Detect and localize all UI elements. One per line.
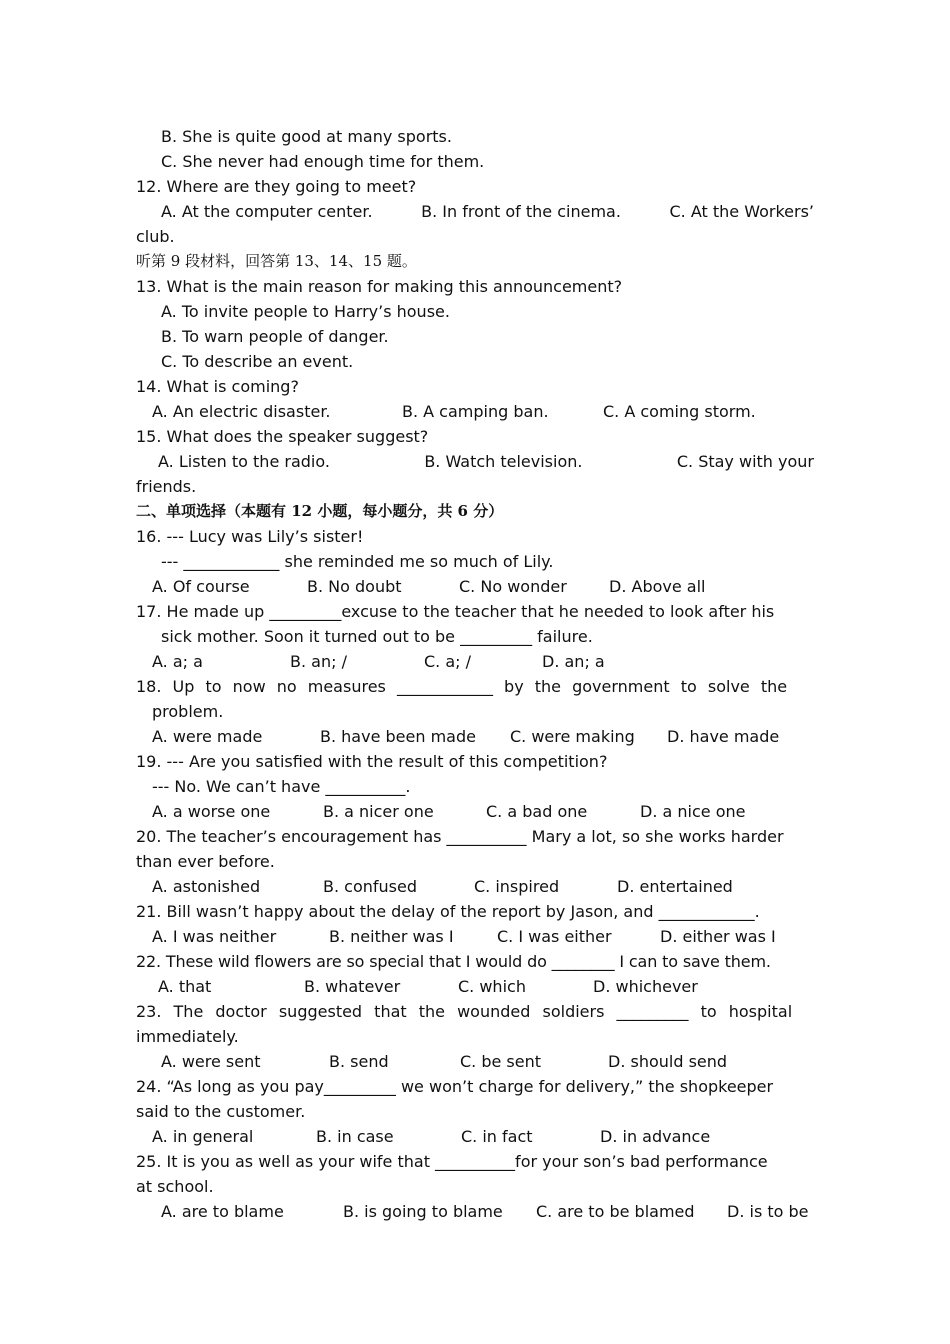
q14-option-c: C. A coming storm. — [603, 402, 756, 421]
q19-option-a: A. a worse one — [152, 802, 271, 821]
q15-option-c: C. Stay with your — [676, 452, 814, 471]
q21-options — [136, 924, 814, 949]
q25-option-b: B. is going to blame — [343, 1202, 503, 1221]
q20-question-cont: than ever before. — [136, 852, 275, 871]
q19-option-b: B. a nicer one — [323, 802, 434, 821]
q21-option-a: A. I was neither — [152, 927, 277, 946]
q23-question-cont: immediately. — [136, 1027, 239, 1046]
q16-option-b: B. No doubt — [307, 577, 402, 596]
q20-question: 20. The teacher’s encouragement has __________ Mary a lot, so she works harder — [136, 827, 784, 846]
q12-option-c: C. At the Workers’ — [669, 202, 814, 221]
q24-option-b: B. in case — [316, 1127, 394, 1146]
q12-question: 12. Where are they going to meet? — [136, 177, 417, 196]
q15-question: 15. What does the speaker suggest? — [136, 427, 429, 446]
q15-options — [136, 449, 814, 474]
q20-option-c: C. inspired — [474, 877, 560, 896]
listening-instruction: 听第 9 段材料，回答第 13、14、15 题。 — [136, 252, 417, 270]
q18-options — [136, 724, 814, 749]
q21-option-d: D. either was I — [660, 927, 776, 946]
q16-option-d: D. Above all — [609, 577, 706, 596]
q23-option-c: C. be sent — [460, 1052, 542, 1071]
q24-option-a: A. in general — [152, 1127, 254, 1146]
q22-option-c: C. which — [458, 977, 526, 996]
q18-question-cont: problem. — [152, 702, 224, 721]
q19-question: 19. --- Are you satisfied with the result of this competition? — [136, 752, 608, 771]
q14-option-b: B. A camping ban. — [402, 402, 549, 421]
q23-option-d: D. should send — [608, 1052, 728, 1071]
q21-option-c: C. I was either — [497, 927, 612, 946]
q11-option-c: C. She never had enough time for them. — [161, 152, 485, 171]
q17-option-d: D. an; a — [542, 652, 605, 671]
q19-option-d: D. a nice one — [640, 802, 746, 821]
q16-option-c: C. No wonder — [459, 577, 567, 596]
q17-question-cont: sick mother. Soon it turned out to be _________ failure. — [161, 627, 593, 646]
q25-option-a: A. are to blame — [161, 1202, 284, 1221]
q22-option-b: B. whatever — [304, 977, 401, 996]
q13-option-c: C. To describe an event. — [161, 352, 354, 371]
q23-question: 23. The doctor suggested that the wounded soldiers _________ to hospital — [136, 1002, 793, 1021]
q22-option-a: A. that — [158, 977, 212, 996]
q13-option-b: B. To warn people of danger. — [161, 327, 389, 346]
q14-question: 14. What is coming? — [136, 377, 299, 396]
q21-option-b: B. neither was I — [329, 927, 454, 946]
q15-option-b: B. Watch television. — [424, 452, 583, 471]
q23-option-a: A. were sent — [161, 1052, 261, 1071]
q12-option-a: A. At the computer center. — [161, 202, 373, 221]
exam-page — [136, 124, 814, 1224]
q20-option-b: B. confused — [323, 877, 417, 896]
q25-options — [136, 1199, 814, 1224]
q18-option-d: D. have made — [667, 727, 780, 746]
q11-option-b: B. She is quite good at many sports. — [161, 127, 452, 146]
q14-options — [136, 399, 814, 424]
q20-option-d: D. entertained — [617, 877, 733, 896]
q20-options — [136, 874, 814, 899]
q17-question: 17. He made up _________excuse to the teacher that he needed to look after his — [136, 602, 775, 621]
q23-options — [136, 1049, 814, 1074]
q24-option-c: C. in fact — [461, 1127, 533, 1146]
q13-option-a: A. To invite people to Harry’s house. — [161, 302, 450, 321]
q17-option-a: A. a; a — [152, 652, 203, 671]
q24-question: 24. “As long as you pay_________ we won’t charge for delivery,” the shopkeeper — [136, 1077, 774, 1096]
q22-options — [136, 974, 814, 999]
q12-option-b: B. In front of the cinema. — [421, 202, 621, 221]
q16-question-cont: --- ____________ she reminded me so much of Lily. — [161, 552, 554, 571]
q20-option-a: A. astonished — [152, 877, 261, 896]
q24-options — [136, 1124, 814, 1149]
q18-option-c: C. were making — [510, 727, 635, 746]
q25-question-cont: at school. — [136, 1177, 214, 1196]
q14-option-a: A. An electric disaster. — [152, 402, 331, 421]
q19-question-cont: --- No. We can’t have __________. — [152, 777, 411, 796]
q16-question: 16. --- Lucy was Lily’s sister! — [136, 527, 364, 546]
q22-question: 22. These wild flowers are so special that I would do ________ I can to save them. — [136, 952, 771, 971]
q25-question: 25. It is you as well as your wife that __________for your son’s bad performance — [136, 1152, 768, 1171]
q17-options — [136, 649, 814, 674]
q25-option-d: D. is to be — [727, 1202, 809, 1221]
q13-question: 13. What is the main reason for making this announcement? — [136, 277, 623, 296]
q12-options — [136, 199, 814, 224]
q15-option-c-cont: friends. — [136, 477, 197, 496]
q15-option-a: A. Listen to the radio. — [158, 452, 330, 471]
q21-question: 21. Bill wasn’t happy about the delay of the report by Jason, and ____________. — [136, 902, 760, 921]
section-heading: 二、单项选择（本题有 12 小题，每小题分，共 6 分） — [136, 502, 504, 520]
q17-option-c: C. a; / — [424, 652, 472, 671]
q17-option-b: B. an; / — [290, 652, 347, 671]
q19-option-c: C. a bad one — [486, 802, 588, 821]
q19-options — [136, 799, 814, 824]
q18-option-a: A. were made — [152, 727, 263, 746]
q18-question: 18. Up to now no measures ____________ by the government to solve the — [136, 677, 788, 696]
q23-option-b: B. send — [329, 1052, 389, 1071]
q16-options — [136, 574, 814, 599]
q18-option-b: B. have been made — [320, 727, 476, 746]
q24-question-cont: said to the customer. — [136, 1102, 306, 1121]
q25-option-c: C. are to be blamed — [536, 1202, 695, 1221]
q16-option-a: A. Of course — [152, 577, 250, 596]
q24-option-d: D. in advance — [600, 1127, 711, 1146]
q12-option-c-cont: club. — [136, 227, 175, 246]
q22-option-d: D. whichever — [593, 977, 698, 996]
